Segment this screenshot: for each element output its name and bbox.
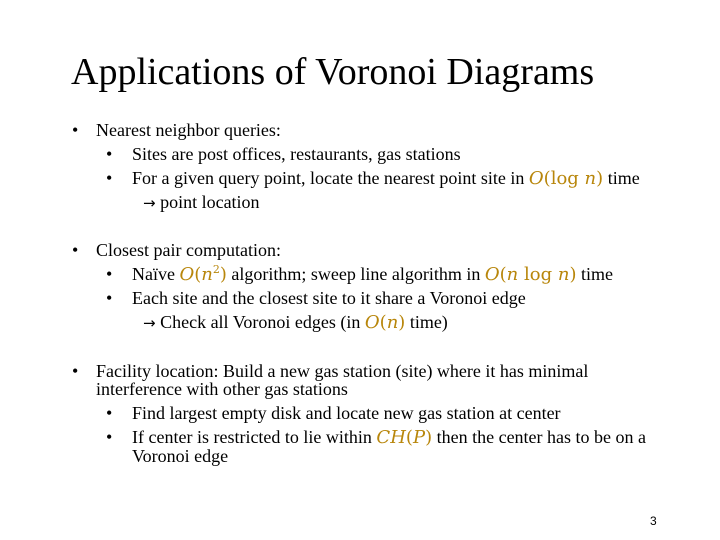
section-heading-closest-pair: Closest pair computation: [96, 240, 281, 260]
bullet-marker: • [106, 264, 113, 284]
sub-item-query-point: For a given query point, locate the nearest point site in O(log n) time [132, 168, 640, 189]
sub-item-largest-empty-disk: Find largest empty disk and locate new gas station at center [132, 403, 561, 423]
bullet-marker: • [72, 120, 79, 140]
arrow-icon: → [143, 314, 156, 332]
math-expression: CH(P) [376, 427, 433, 448]
bullet-marker: • [106, 427, 113, 447]
bullet-marker: • [106, 288, 113, 308]
bullet-marker: • [106, 168, 113, 188]
bullet-marker: • [106, 144, 113, 164]
arrow-icon: → [143, 194, 156, 212]
page-number: 3 [650, 514, 657, 528]
sub-item-voronoi-edge: Each site and the closest site to it share a Voronoi edge [132, 288, 526, 308]
bullet-marker: • [106, 403, 113, 423]
math-expression: O(log n) [528, 168, 604, 189]
arrow-line-point-location: → point location [143, 192, 260, 212]
math-expression: O(n) [364, 312, 406, 333]
section-heading-facility-location-cont: interference with other gas stations [96, 379, 348, 399]
math-expression: O(n log n) [484, 264, 577, 285]
arrow-line-check-edges: → Check all Voronoi edges (in O(n) time) [143, 312, 448, 333]
sub-item-convex-hull-cont: Voronoi edge [132, 446, 229, 466]
section-heading-nearest-neighbor: Nearest neighbor queries: [96, 120, 281, 140]
slide-title: Applications of Voronoi Diagrams [71, 51, 595, 93]
sub-item-convex-hull: If center is restricted to lie within CH(P) then the center has to be on a [132, 427, 647, 448]
math-expression: $O(n^2)$ [179, 263, 227, 285]
sub-item-sites: Sites are post offices, restaurants, gas stations [132, 144, 461, 164]
bullet-marker: • [72, 361, 79, 381]
bullet-marker: • [72, 240, 79, 260]
section-heading-facility-location: Facility location: Build a new gas station (site) where it has minimal [96, 361, 589, 381]
sub-item-naive-algorithm: Naïve $O(n^2)$ algorithm; sweep line algorithm in O(n log n) time [132, 263, 613, 285]
